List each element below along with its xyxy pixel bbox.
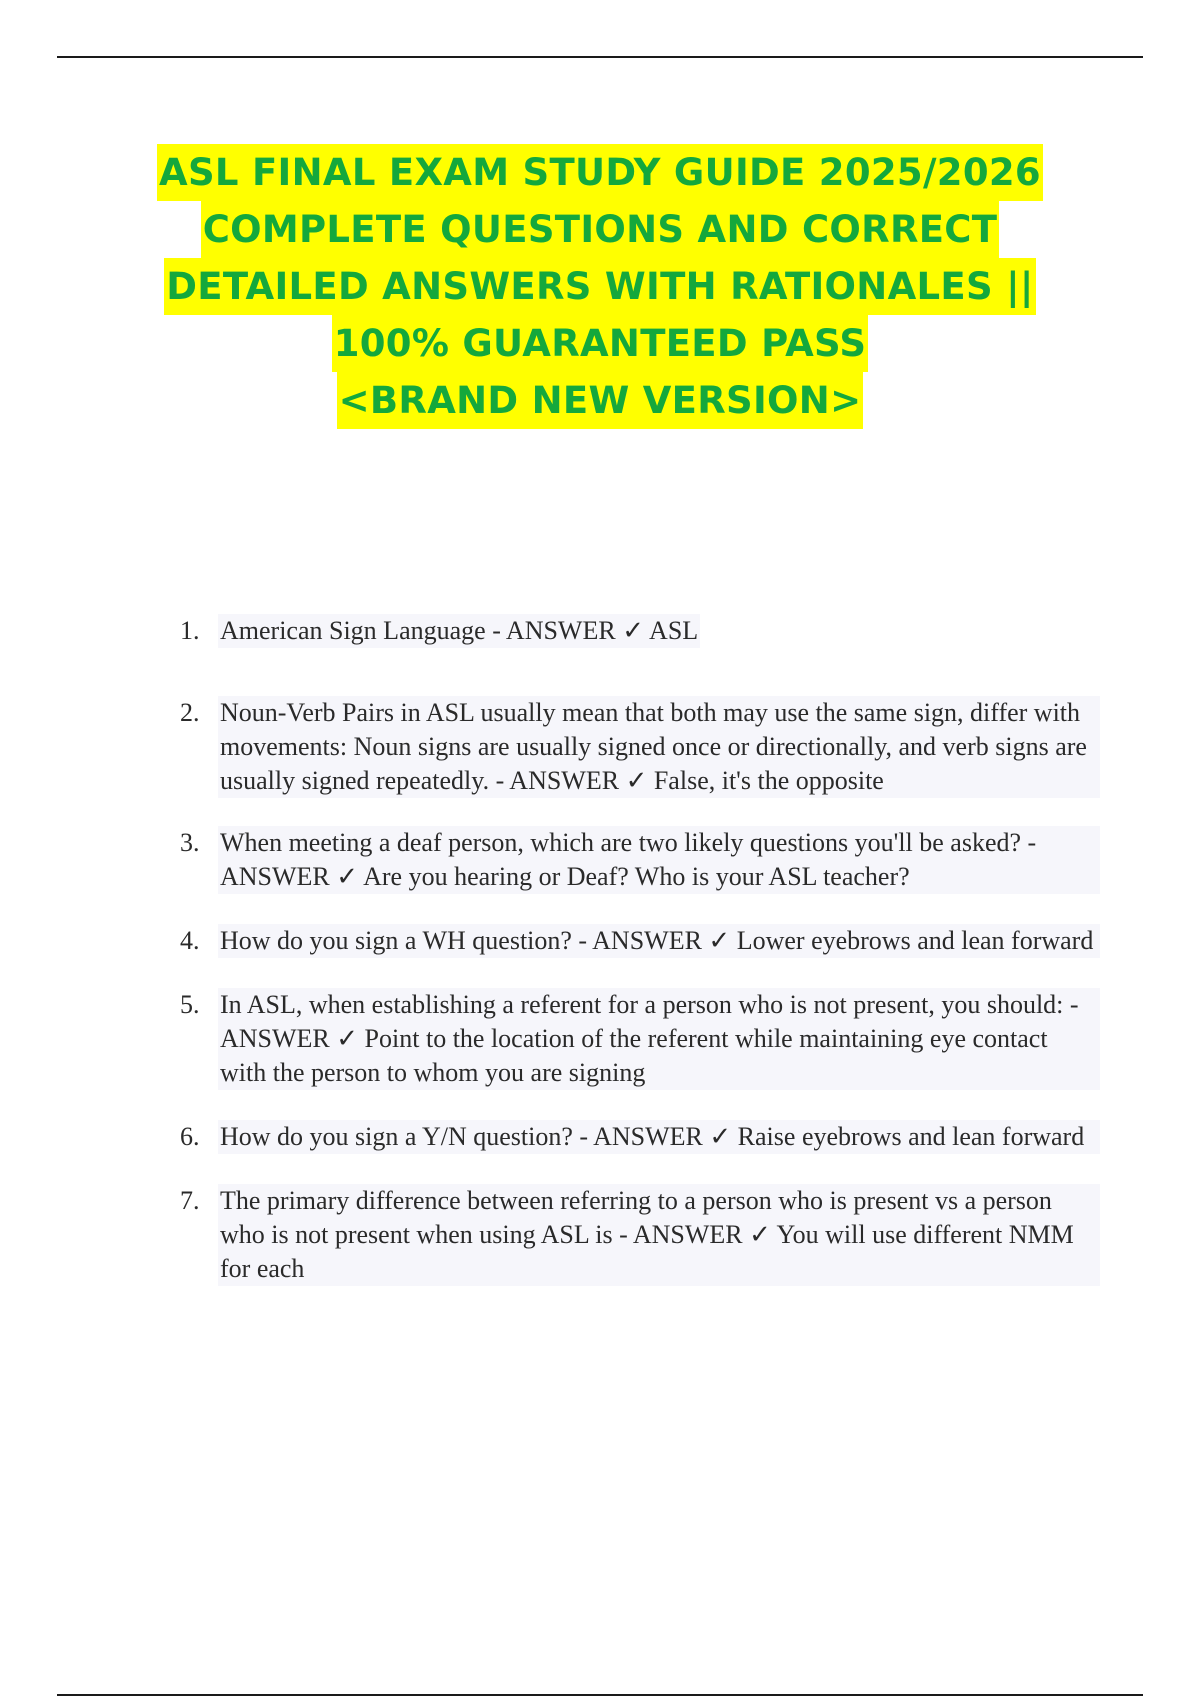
title-line — [60, 315, 1140, 372]
item-text: When meeting a deaf person, which are two likely questions you'll be asked? - ANSWER ✓ Are you hearing or Deaf? Who is your ASL teacher? — [218, 826, 1100, 894]
title-line-text: 100% GUARANTEED PASS — [332, 315, 869, 372]
item-number: 6. — [180, 1122, 200, 1151]
title-line-text: ASL FINAL EXAM STUDY GUIDE 2025/2026 — [157, 144, 1043, 201]
item-text: How do you sign a WH question? - ANSWER ✓ Lower eyebrows and lean forward — [218, 924, 1100, 958]
item-number: 5. — [180, 990, 200, 1019]
title-line-text: COMPLETE QUESTIONS AND CORRECT — [201, 201, 1000, 258]
title-line-text: DETAILED ANSWERS WITH RATIONALES || — [164, 258, 1035, 315]
list-item — [170, 696, 1100, 798]
title-line — [60, 201, 1140, 258]
item-number: 7. — [180, 1186, 200, 1215]
item-number: 4. — [180, 926, 200, 955]
list-item — [170, 614, 1100, 648]
item-text: Noun-Verb Pairs in ASL usually mean that both may use the same sign, differ with movements: Noun signs are usually signed once or directionally, and verb signs are usually signed repeatedly. - ANSWER ✓ False, it's the opposite — [218, 696, 1100, 798]
list-item — [170, 988, 1100, 1090]
bottom-rule — [57, 1694, 1143, 1696]
item-text: How do you sign a Y/N question? - ANSWER ✓ Raise eyebrows and lean forward — [218, 1120, 1100, 1154]
item-number: 2. — [180, 698, 200, 727]
list-item — [170, 1120, 1100, 1154]
title-line — [60, 144, 1140, 201]
document-title — [60, 144, 1140, 429]
item-number: 3. — [180, 828, 200, 857]
list-item — [170, 1184, 1100, 1286]
list-item — [170, 924, 1100, 958]
top-rule — [57, 56, 1143, 58]
item-number: 1. — [180, 616, 200, 645]
item-text: The primary difference between referring to a person who is present vs a person who is not present when using ASL is - ANSWER ✓ You will use different NMM for each — [218, 1184, 1100, 1286]
title-line — [60, 372, 1140, 429]
title-line — [60, 258, 1140, 315]
title-line-text: <BRAND NEW VERSION> — [337, 372, 864, 429]
item-text: In ASL, when establishing a referent for a person who is not present, you should: - ANSWER ✓ Point to the location of the referent while maintaining eye contact with the person to whom you are signing — [218, 988, 1100, 1090]
question-list — [170, 614, 1100, 1286]
item-text: American Sign Language - ANSWER ✓ ASL — [218, 614, 700, 648]
list-item — [170, 826, 1100, 894]
